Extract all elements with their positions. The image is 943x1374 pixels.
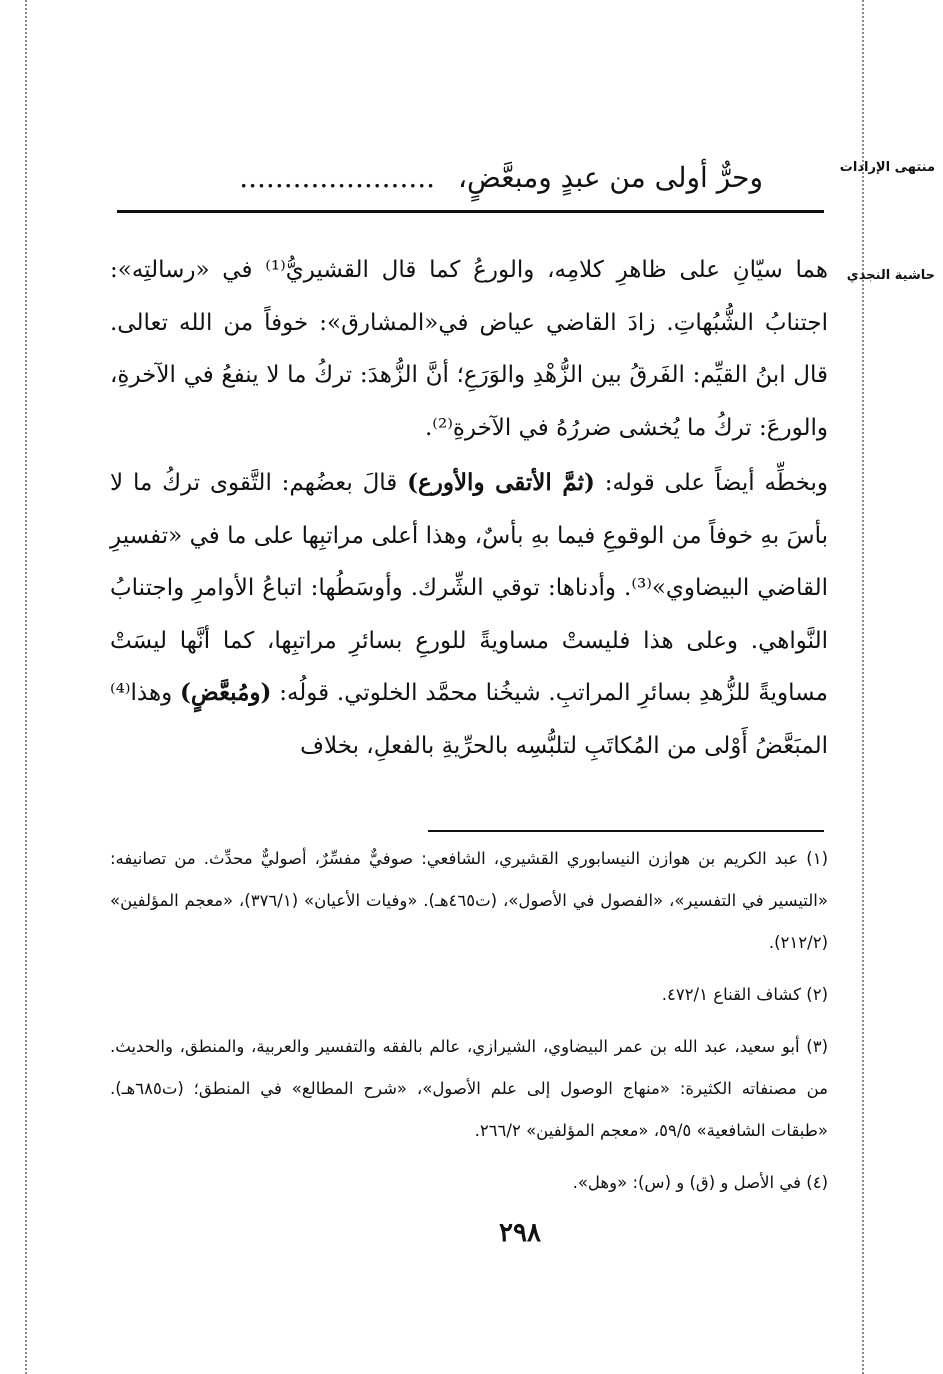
commentary-body [110, 244, 828, 772]
p2-end: وهذا⁽⁴⁾ المبَعَّضُ أَوْلى من المُكاتَبِ لتلبُّسِه بالحرِّيةِ بالفعلِ، بخلاف [110, 680, 828, 759]
p2-start: وبخطِّه أيضاً على قوله: [594, 470, 828, 496]
header-rule [117, 210, 824, 213]
left-margin-dotted-line [25, 0, 27, 1374]
footnote-separator [428, 830, 824, 832]
commentary-paragraph-2 [110, 457, 828, 772]
matn-dots: ...................... [239, 161, 436, 194]
right-margin-dotted-line [862, 0, 864, 1374]
footnote-3: (٣) أبو سعيد، عبد الله بن عمر البيضاوي، الشيرازي، عالم بالفقه والتفسير والعربية، والمنطق، والحديث. من مصنفاته الكثيرة: «منهاج الوصول إلى علم الأصول»، «شرح المطالع» في المنطق؛ (ت٦٨٥هـ). «طبقات الشافعية» ٥٩/٥، «معجم المؤلفين» ٢٦٦/٢. [110, 1037, 828, 1140]
side-label-commentary: حاشية النجدي [846, 268, 935, 283]
commentary-paragraph-1: هما سيّانِ على ظاهرِ كلامِه، والورعُ كما قال القشيريُّ⁽¹⁾ في «رسالتِه»: اجتنابُ الشُّبُهاتِ. زادَ القاضي عياض في«المشارق»: خوفاً من الله تعالى. قال ابنُ القيِّم: الفَرقُ بين الزُّهْدِ والوَرَعِ؛ أنَّ الزُّهدَ: تركُ ما لا ينفعُ في الآخرةِ، والورعَ: تركُ ما يُخشى ضررُهُ في الآخرةِ⁽²⁾. [110, 257, 828, 441]
footnote-1: (١) عبد الكريم بن هوازن النيسابوري القشيري، الشافعي: صوفيٌّ مفسِّرٌ، أصوليٌّ محدِّث. من تصانيفه: «التيسير في التفسير»، «الفصول في الأصول»، (ت٤٦٥هـ). «وفيات الأعيان» (٣٧٦/١)، «معجم المؤلفين» (٢١٢/٢). [110, 849, 828, 952]
footnote-2: (٢) كشاف القناع ٤٧٢/١. [661, 985, 828, 1004]
matn-line [120, 156, 763, 200]
p2-quoted-matn: (ثمَّ الأتقى والأورع) [407, 469, 595, 496]
footnote-4: (٤) في الأصل و (ق) و (س): «وهل». [572, 1173, 828, 1192]
p2-quoted-matn-2: (ومُبعَّضٍ) [180, 679, 272, 706]
side-label-matn: منتهى الإرادات [839, 160, 935, 175]
footnotes [110, 838, 828, 1214]
p2-middle: قالَ بعضُهم: التَّقوى تركُ ما لا بأسَ بهِ خوفاً من الوقوعِ فيما بهِ بأسٌ، وهذا أعلى مراتبِها على ما في «تفسيرِ القاضي البيضاوي»⁽³⁾. وأدناها: توقي الشِّرك. وأوسَطُها: اتباعُ الأوامرِ واجتنابُ النَّواهي. وعلى هذا فليستْ مساويةً للورعِ بسائرِ مراتبِها، كما أنَّها ليسَتْ مساويةً للزُّهدِ بسائرِ المراتبِ. شيخُنا محمَّد الخلوتي. قولُه: [110, 470, 828, 706]
page-number: ٢٩٨ [499, 1218, 541, 1248]
matn-text: وحرٌّ أولى من عبدٍ ومبعَّضٍ، [457, 161, 763, 194]
